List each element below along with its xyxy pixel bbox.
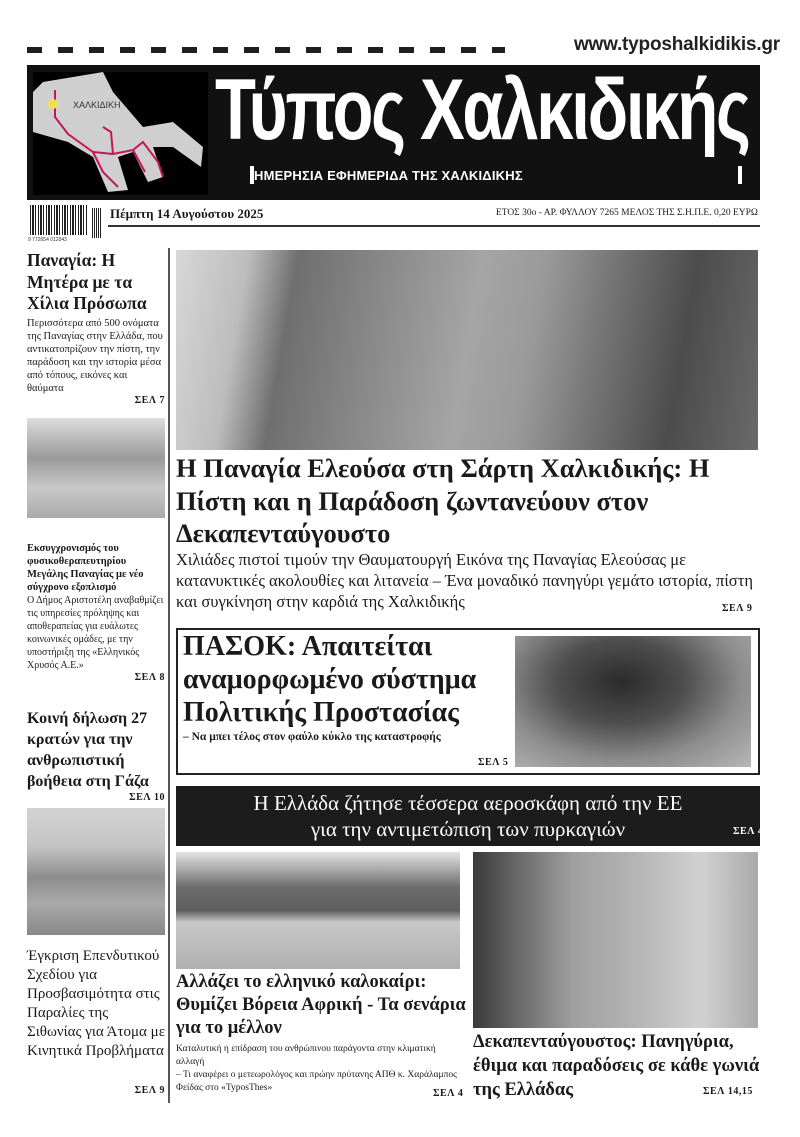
article-headline[interactable]: Έγκριση Επενδυτικού Σχεδίου για Προσβασιμότητα στις Παραλίες της Σιθωνίας για Άτομα με Κινητικά Προβλήματα <box>27 948 165 1059</box>
festival-headline[interactable]: Δεκαπενταύγουστος: Πανηγύρια, έθιμα και παραδόσεις σε κάθε γωνιά της Ελλάδας <box>473 1032 760 1100</box>
heat-headline[interactable]: Αλλάζει το ελληνικό καλοκαίρι: Θυμίζει Βόρεια Αφρική - Τα σενάρια για το μέλλον <box>176 972 466 1038</box>
article-body: Περισσότερα από 500 ονόματα της Παναγίας στην Ελλάδα, που αντικατοπρίζουν την πίστη, την παράδοση και την ιστορία μέσα από τόπους, εικόνες και θαύματα <box>27 317 163 394</box>
lead-headline[interactable]: Η Παναγία Ελεούσα στη Σάρτη Χαλκιδικής: Η Πίστη και η Παράδοση ζωντανεύουν στον Δεκαπενταύγουστο <box>176 453 710 548</box>
wildfire-photo <box>515 636 751 767</box>
ee-aircraft-banner[interactable] <box>176 786 760 846</box>
site-url-link[interactable]: www.typoshalkidikis.gr <box>573 34 780 55</box>
page-ref: ΣΕΛ 8 <box>134 672 165 683</box>
header-dashed-rule <box>27 47 505 53</box>
banner-line-1: Η Ελλάδα ζήτησε τέσσερα αεροσκάφη από την ΕΕ <box>253 791 683 815</box>
page-ref: ΣΕΛ 9 <box>722 603 753 614</box>
article-gaza[interactable] <box>27 708 165 803</box>
physiotherapy-photo <box>27 418 165 518</box>
issue-date: Πέμπτη 14 Αυγούστου 2025 <box>110 206 264 221</box>
map-icon <box>33 72 208 195</box>
heat-body <box>176 1043 466 1095</box>
article-body: Ο Δήμος Αριστοτέλη αναβαθμίζει τις υπηρεσίες πρόληψης και αποθεραπείας για ευάλωτες κοινωνικές ομάδες, με την υποστήριξη της «Ελληνικός Χρυσός Α.Ε.» <box>27 595 164 671</box>
newspaper-subtitle: ΗΜΕΡΗΣΙΑ ΕΦΗΜΕΡΙΔΑ ΤΗΣ ΧΑΛΚΙΔΙΚΗΣ <box>254 168 523 183</box>
halkidiki-map-image <box>33 72 208 195</box>
page-ref: ΣΕΛ 4 <box>433 1088 464 1099</box>
icon-procession-photo <box>176 250 758 450</box>
article-headline[interactable]: Εκσυγχρονισμός του φυσικοθεραπευτηρίου Μεγάλης Παναγίας με νέο σύγχρονο εξοπλισμό <box>27 543 144 593</box>
newspaper-title: Τύπος Χαλκιδικής <box>215 62 749 158</box>
heatwave-photo <box>176 852 460 969</box>
page-ref: ΣΕΛ 10 <box>129 792 165 803</box>
column-divider <box>168 248 170 1103</box>
banner-line-2: για την αντιμετώπιση των πυρκαγιών <box>310 817 626 841</box>
article-headline[interactable]: Παναγία: Η Μητέρα με τα Χίλια Πρόσωπα <box>27 250 147 313</box>
pasok-subhead: – Να μπει τέλος στον φαύλο κύκλο της καταστροφής <box>183 731 441 743</box>
heat-body-2: – Τι αναφέρει ο μετεωρολόγος και πρώην πρύτανης ΑΠΘ κ. Χαράλαμπος Φείδας στο «TyposThes» <box>176 1070 457 1093</box>
page-ref: ΣΕΛ 7 <box>134 394 165 406</box>
article-headline[interactable]: Κοινή δήλωση 27 κρατών για την ανθρωπιστική βοήθεια στη Γάζα <box>27 710 149 790</box>
pasok-headline[interactable]: ΠΑΣΟΚ: Απαιτείται αναμορφωμένο σύστημα Πολιτικής Προστασίας <box>183 631 477 728</box>
subtitle-bar-right <box>738 166 742 184</box>
svg-text:ΧΑΛΚΙΔΙΚΗ: ΧΑΛΚΙΔΙΚΗ <box>73 100 121 110</box>
lead-subhead: Χιλιάδες πιστοί τιμούν την Θαυματουργή Εικόνα της Παναγίας Ελεούσας με κατανυκτικές ακολουθίες και λιτανεία – Ένα μοναδικό πανηγύρι γεμάτο ιστορία, πίστη και συγκίνηση στην καρδιά της Χαλκιδικής <box>176 550 753 611</box>
barcode-icon <box>30 205 87 235</box>
beach-access-photo <box>27 808 165 935</box>
heat-body-1: Καταλυτική η επίδραση του ανθρώπινου παράγοντα στην κλιματική αλλαγή <box>176 1044 436 1067</box>
page-ref: ΣΕΛ 14,15 <box>703 1086 753 1097</box>
barcode-number: 9 772654 012043 <box>28 237 67 243</box>
issue-meta: ΕΤΟΣ 30ο - ΑΡ. ΦΥΛΛΟΥ 7265 ΜΕΛΟΣ ΤΗΣ Σ.Η.Π.Ε. 0,20 ΕΥΡΩ <box>495 208 758 218</box>
article-physiotherapy[interactable] <box>27 542 165 683</box>
page-ref: ΣΕΛ 5 <box>478 757 509 768</box>
page-ref: ΣΕΛ 4 <box>733 826 764 837</box>
barcode-addon-icon <box>92 208 102 238</box>
panagia-harbor-photo <box>473 852 758 1028</box>
article-accessibility[interactable] <box>27 947 165 1061</box>
dateline-rule <box>108 225 760 227</box>
article-panagia-faces[interactable] <box>27 250 165 406</box>
page-ref: ΣΕΛ 9 <box>134 1085 165 1096</box>
